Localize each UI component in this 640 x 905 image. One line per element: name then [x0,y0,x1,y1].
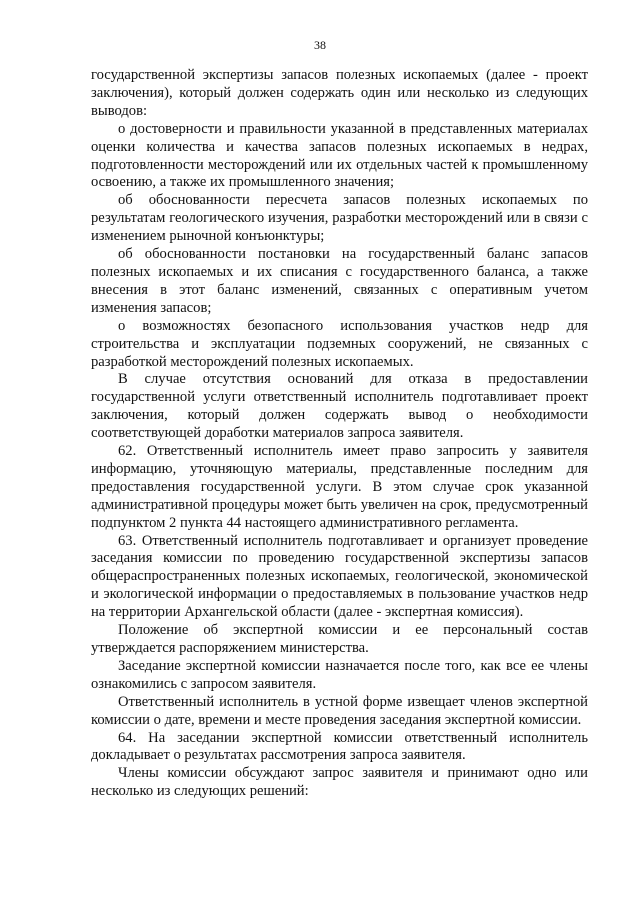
paragraph-64: 64. На заседании экспертной комиссии ответственный исполнитель докладывает о результатах рассмотрения запроса заявителя. [91,729,588,764]
paragraph-item-reliability: о достоверности и правильности указанной в представленных материалах оценки количества и качества запасов полезных ископаемых в недрах, подготовленности месторождений или их отдельных частей к промышленному освоению, а также их промышленного значения; [91,120,588,191]
paragraph-notification: Ответственный исполнитель в устной форме извещает членов экспертной комиссии о дате, времени и месте проведения заседания экспертной комиссии. [91,693,588,728]
paragraph-63: 63. Ответственный исполнитель подготавливает и организует проведение заседания комиссии по проведению государственной экспертизы запасов общераспространенных полезных ископаемых, геологической, экономической и экологической информации о предоставляемых в пользование участков недр на территории Архангельской области (далее - экспертная комиссия). [91,532,588,621]
paragraph-62: 62. Ответственный исполнитель имеет право запросить у заявителя информацию, уточняющую материалы, представленные последним для предоставления государственной услуги. В этом случае срок указанной административной процедуры может быть увеличен на срок, предусмотренный подпунктом 2 пункта 44 настоящего административного регламента. [91,443,588,531]
paragraph-item-recalculation: об обоснованности пересчета запасов полезных ископаемых по результатам геологического изучения, разработки месторождений или в связи с изменением рыночной конъюнктуры; [91,192,588,245]
page-number: 38 [314,38,326,52]
paragraph-continuation: государственной экспертизы запасов полезных ископаемых (далее - проект заключения), который должен содержать один или несколько из следующих выводов: [91,67,588,119]
paragraph-item-balance: об обоснованности постановки на государственный баланс запасов полезных ископаемых и их списания с государственного баланса, а также внесения в этот баланс изменений, связанных с оперативным учетом изменения запасов; [91,246,588,316]
document-body [91,67,588,801]
paragraph-refusal-case: В случае отсутствия оснований для отказа в предоставлении государственной услуги ответственный исполнитель подготавливает проект заключения, который должен содержать вывод о необходимости соответствующей доработки материалов запроса заявителя. [91,371,588,442]
paragraph-commission-regulation: Положение об экспертной комиссии и ее персональный состав утверждается распоряжением министерства. [91,622,588,656]
paragraph-decisions: Члены комиссии обсуждают запрос заявителя и принимают одно или несколько из следующих решений: [91,765,588,800]
paragraph-meeting-scheduled: Заседание экспертной комиссии назначается после того, как все ее члены ознакомились с запросом заявителя. [91,657,588,692]
paragraph-item-safe-use: о возможностях безопасного использования участков недр для строительства и эксплуатации подземных сооружений, не связанных с разработкой месторождений полезных ископаемых. [91,317,588,370]
